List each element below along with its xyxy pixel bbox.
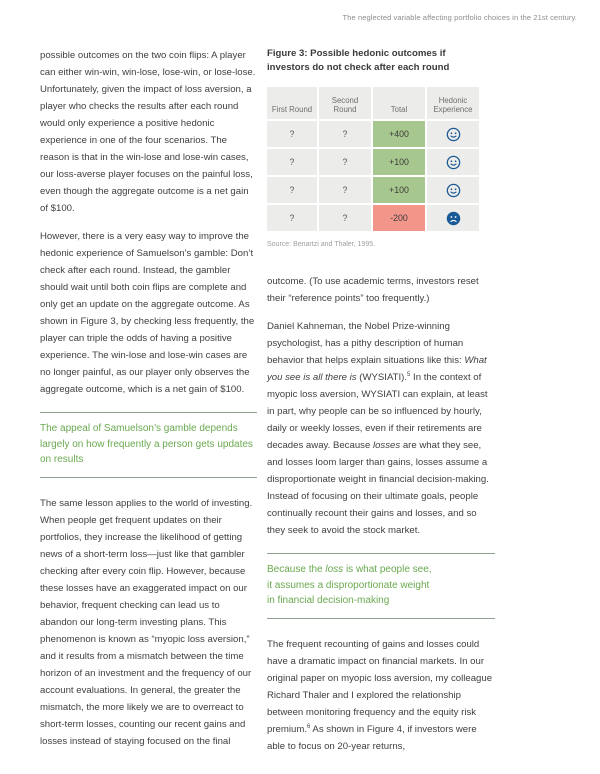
- paragraph: However, there is a very easy way to improve the hedonic experience of Samuelson’s gamble: Don’t check after each round. Instead, the gambler should wait until both coin flips are complete and only get an update on the aggregate outcome. As shown in Figure 3, by checking less frequently, the player can triple the odds of having a positive experience. The win-lose and lose-win cases are no longer painful, as our player only observes the aggregate outcome, which is a net gain of $100.: [40, 231, 255, 395]
- happy-face-icon: [446, 127, 461, 142]
- sad-face-icon: [446, 211, 461, 226]
- happy-face-icon: [446, 155, 461, 170]
- paragraph: outcome. (To use academic terms, investors reset their “reference points” too frequently.): [267, 276, 479, 304]
- second-round-cell: ?: [319, 205, 371, 231]
- first-round-cell: ?: [267, 205, 317, 231]
- table-header-row: [267, 87, 479, 119]
- right-column: [267, 47, 495, 766]
- first-round-cell: ?: [267, 177, 317, 203]
- hedonic-cell: [427, 177, 479, 203]
- paragraph: Daniel Kahneman, the Nobel Prize-winning psychologist, has a pithy description of human behavior that helps explain situations like this: What you see is all there is (WYSIATI).$^5$ In the context of myopic loss aversion, WYSIATI can explain, at least in part, why people can be so influenced by hourly, daily or weekly losses, even if their retirements are decades away. Because losses are what they see, and losses loom larger than gains, losses assume a disproportionate weight in financial decision-making. Instead of focusing on their ultimate goals, people continually recount their gains and losses, and so they seek to avoid the stock market.: [267, 321, 489, 536]
- hedonic-cell: [427, 149, 479, 175]
- total-cell: +100: [373, 177, 425, 203]
- paragraph: possible outcomes on the two coin flips: A player can either win-win, win-lose, lose-win, or lose-lose. Unfortunately, given the impact of loss aversion, a player who checks the results after each round would only experience a positive hedonic experience in one of the four scenarios. The reason is that in the win-lose and lose-win cases, our loss-averse player focuses on the painful loss, even though the aggregate outcome is a net gain of $100.: [40, 50, 256, 214]
- hedonic-cell: [427, 121, 479, 147]
- table-row: [267, 149, 479, 175]
- first-round-cell: ?: [267, 149, 317, 175]
- figure-source: Source: Benartzi and Thaler, 1995.: [267, 241, 376, 248]
- hedonic-cell: [427, 205, 479, 231]
- pull-quote: The appeal of Samuelson’s gamble depends largely on how frequently a person gets updates on results: [40, 412, 257, 478]
- total-cell: +400: [373, 121, 425, 147]
- total-cell: -200: [373, 205, 425, 231]
- first-round-cell: ?: [267, 121, 317, 147]
- paragraph: The frequent recounting of gains and losses could have a dramatic impact on financial markets. In our original paper on myopic loss aversion, my colleague Richard Thaler and I explored the relationship between monitoring frequency and the equity risk premium.$^6$ As shown in Figure 4, if investors were able to focus on 20-year returns,: [267, 638, 493, 752]
- column-header: Second Round: [319, 87, 371, 119]
- second-round-cell: ?: [319, 121, 371, 147]
- running-head: The neglected variable affecting portfolio choices in the 21st century.: [342, 13, 577, 22]
- table-row: [267, 121, 479, 147]
- column-header: Total: [373, 87, 425, 119]
- total-cell: +100: [373, 149, 425, 175]
- hedonic-outcomes-table: [267, 87, 479, 231]
- two-column-body: [40, 47, 495, 766]
- second-round-cell: ?: [319, 177, 371, 203]
- pull-quote: Because the loss is what people see, it assumes a disproportionate weight in financial decision-making: [267, 553, 495, 619]
- table-row: [267, 205, 479, 231]
- left-column: [40, 47, 257, 766]
- table-row: [267, 177, 479, 203]
- column-header: Hedonic Experience: [427, 87, 479, 119]
- paragraph: The same lesson applies to the world of investing. When people get frequent updates on their portfolios, they increase the likelihood of getting news of a short-term loss—just like that gambler checking after every coin flip. However, because these losses have an exaggerated impact on our behavior, frequent checking can lead us to abandon our long-term investing plans. This phenomenon is known as “myopic loss aversion,” and it results from a mismatch between the time horizon of an investment and the frequency of our account evaluations. In general, the greater the mismatch, the more likely we are to overreact to short-term losses, counting our recent gains and losses instead of staying focused on the final: [40, 497, 253, 747]
- column-header: First Round: [267, 87, 317, 119]
- happy-face-icon: [446, 183, 461, 198]
- second-round-cell: ?: [319, 149, 371, 175]
- figure-caption: Figure 3: Possible hedonic outcomes if investors do not check after each round: [267, 48, 450, 73]
